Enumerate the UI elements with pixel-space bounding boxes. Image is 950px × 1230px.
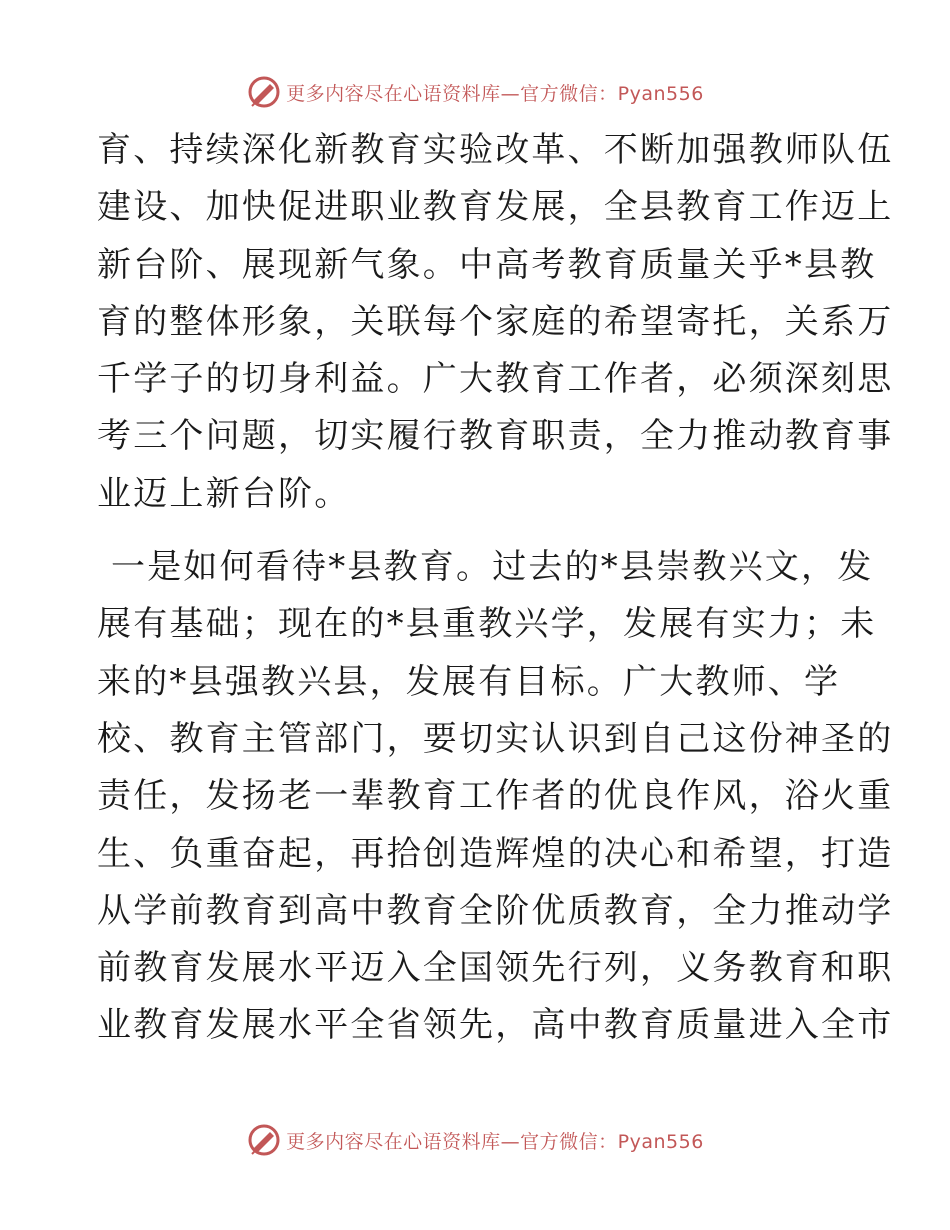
paragraph-gap bbox=[97, 523, 857, 539]
header-watermark bbox=[0, 72, 950, 112]
text-line: 生、负重奋起，再拾创造辉煌的决心和希望，打造 bbox=[97, 833, 894, 874]
text-line: 业迈上新台阶。 bbox=[97, 473, 351, 514]
text-line: 育的整体形象，关联每个家庭的希望寄托，关系万 bbox=[97, 301, 894, 342]
text-line: 千学子的切身利益。广大教育工作者，必须深刻思 bbox=[97, 359, 894, 400]
pen-logo-icon bbox=[246, 74, 282, 110]
paragraph-2 bbox=[97, 539, 894, 1055]
watermark-text: 更多内容尽在心语资料库—官方微信：Pyan556 bbox=[286, 82, 704, 105]
pen-logo-icon bbox=[246, 1122, 282, 1158]
text-line: 新台阶、展现新气象。中高考教育质量关乎*县教 bbox=[97, 244, 877, 285]
watermark-text: 更多内容尽在心语资料库—官方微信：Pyan556 bbox=[286, 1130, 704, 1153]
footer-watermark bbox=[0, 1120, 950, 1160]
text-line: 校、教育主管部门，要切实认识到自己这份神圣的 bbox=[97, 718, 894, 759]
text-line: 育、持续深化新教育实验改革、不断加强教师队伍 bbox=[97, 130, 894, 170]
text-line: 展有基础；现在的*县重教兴学，发展有实力；未 bbox=[97, 604, 877, 645]
text-line: 来的*县强教兴县，发展有目标。广大教师、学 bbox=[97, 661, 841, 702]
text-line: 业教育发展水平全省领先，高中教育质量进入全市 bbox=[97, 1005, 894, 1046]
text-line: 一是如何看待*县教育。过去的*县崇教兴文，发 bbox=[111, 547, 874, 588]
document-body bbox=[97, 122, 894, 1055]
text-line: 前教育发展水平迈入全国领先行列，义务教育和职 bbox=[97, 948, 894, 989]
text-line: 考三个问题，切实履行教育职责，全力推动教育事 bbox=[97, 416, 894, 457]
text-line: 从学前教育到高中教育全阶优质教育，全力推动学 bbox=[97, 890, 894, 931]
text-line: 责任，发扬老一辈教育工作者的优良作风，浴火重 bbox=[97, 776, 894, 817]
text-line: 建设、加快促进职业教育发展，全县教育工作迈上 bbox=[97, 187, 894, 228]
paragraph-1 bbox=[97, 122, 894, 523]
